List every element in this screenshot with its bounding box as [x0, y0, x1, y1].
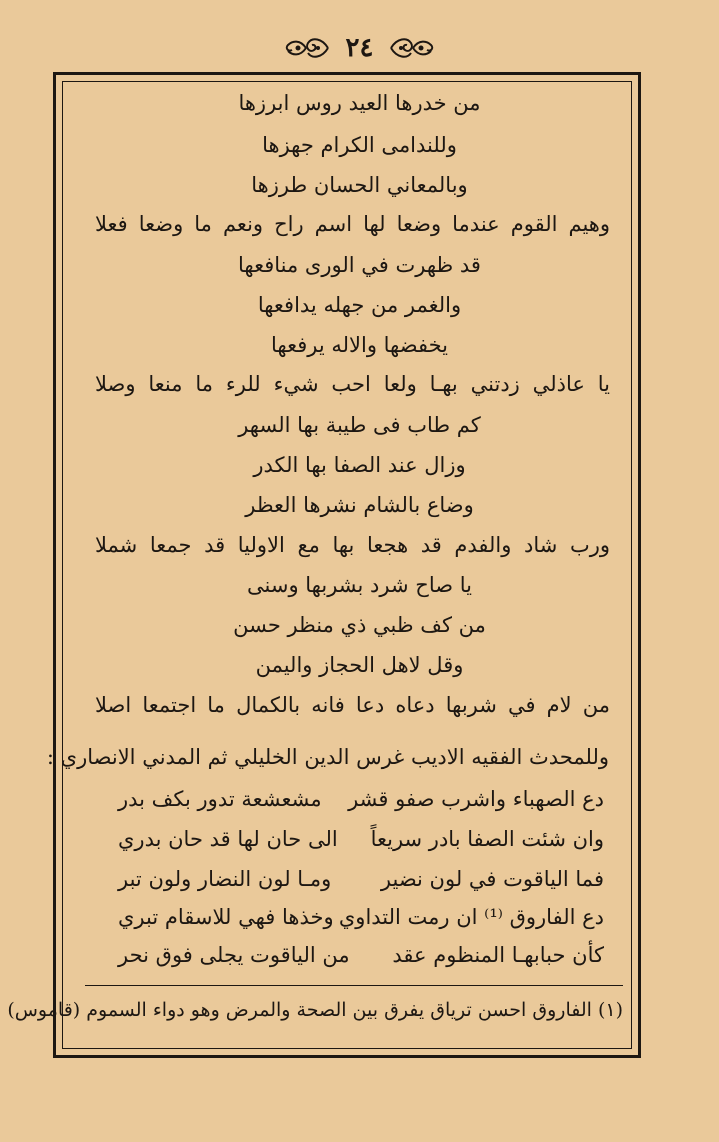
page-number: ٢٤ — [345, 33, 374, 63]
footnote: (١) الفاروق احسن ترياق يفرق بين الصحة والمرض وهو دواء السموم (قاموس) — [7, 999, 623, 1021]
couplet-first-hemistich: فما الياقوت في لون نضير — [380, 867, 604, 891]
couplet-second-hemistich: مشعشعة تدور بكف بدر — [118, 787, 322, 811]
couplet-second-hemistich: من الياقوت يجلى فوق نحر — [118, 943, 350, 967]
verse-line: يخفضها والاله يرفعها — [271, 333, 448, 357]
verse-line: يا صاح شرد بشربها وسنى — [247, 573, 472, 597]
footnote-divider — [85, 985, 623, 986]
verse-line: وزال عند الصفا بها الكدر — [253, 453, 466, 477]
couplet-first-hemistich: دع الصهباء واشرب صفو قشر — [348, 787, 604, 811]
couplet-first-hemistich: وان شئت الصفا بادر سريعاً — [370, 827, 604, 851]
couplet-second-hemistich: ومـا لون النضار ولون تبر — [118, 867, 332, 891]
verse-line: من خدرها العيد روس ابرزها — [238, 91, 481, 115]
verse-line: وقل لاهل الحجاز واليمن — [255, 653, 464, 677]
verse-line: وهيم القوم عندما وضعا لها اسم راح ونعم ما وضعا فعلا — [95, 212, 610, 236]
verse-line: وللندامى الكرام جهزها — [262, 133, 457, 157]
verse-line: من كف ظبي ذي منظر حسن — [233, 613, 486, 637]
couplet-first-hemistich: دع الفاروق ⁽¹⁾ ان رمت التداوي — [338, 905, 604, 929]
verse-line: وضاع بالشام نشرها العظر — [245, 493, 474, 517]
verse-line: قد ظهرت في الورى منافعها — [238, 253, 481, 277]
couplet-second-hemistich: الى حان لها قد حان بدري — [118, 827, 338, 851]
verse-line: يا عاذلي زدتني بهـا ولعا احب شيء للرء ما منعا وصلا — [95, 372, 610, 396]
poem-intro: وللمحدث الفقيه الاديب غرس الدين الخليلي ثم المدني الانصاري : — [46, 745, 609, 769]
verse-line: من لام في شربها دعاه دعا فانه بالكمال ما اجتمعا اصلا — [95, 693, 610, 717]
couplet-second-hemistich: وخذها فهي للاسقام تبري — [118, 905, 334, 929]
verse-line: والغمر من جهله يدافعها — [257, 293, 462, 317]
couplet-first-hemistich: كأن حبابهـا المنظوم عقد — [392, 943, 604, 967]
verse-line: ورب شاد والفدم قد هجعا بها مع الاوليا قد جمعا شملا — [95, 533, 610, 557]
verse-line: كم طاب فى طيبة بها السهر — [238, 413, 481, 437]
verse-line: وبالمعاني الحسان طرزها — [251, 173, 468, 197]
